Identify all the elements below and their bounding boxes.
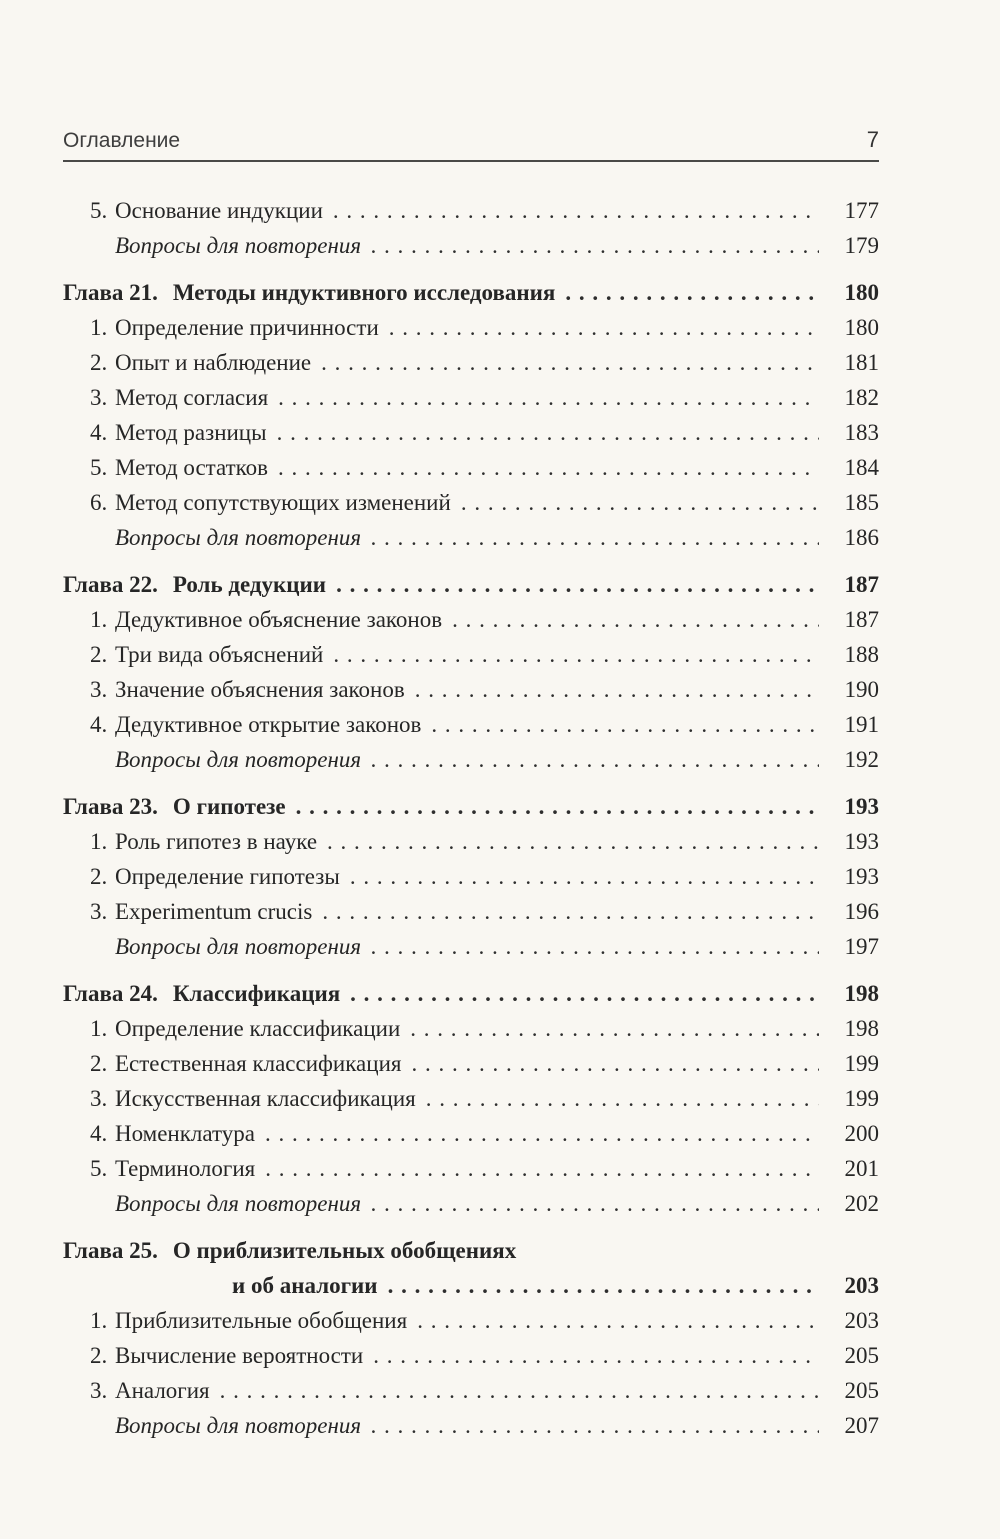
toc-chapter-heading [63,976,879,1011]
toc-chapter-heading [63,789,879,824]
dot-leader [296,789,819,824]
toc-entry [63,1116,879,1151]
dot-leader [371,742,819,777]
entry-number: 1. [90,315,108,340]
dot-leader [321,345,819,380]
entry-page-number: 184 [844,455,879,480]
dot-leader [278,450,819,485]
toc-chapter-heading [63,1233,879,1268]
dot-leader [461,485,819,520]
entry-number: 3. [90,677,108,702]
toc-entry [63,1303,879,1338]
entry-title: Вопросы для повторения [115,747,362,772]
entry-title: Основание индукции [115,198,323,223]
dot-leader [277,415,819,450]
toc-review-entry [63,742,879,777]
entry-page-number: 192 [844,747,879,772]
entry-number: 4. [90,420,108,445]
entry-number: 1. [90,829,108,854]
toc-entry [63,1081,879,1116]
chapter-label: Глава 24. [63,981,158,1006]
toc-entry [63,345,879,380]
entry-page-number: 202 [844,1191,879,1216]
entry-page-number: 182 [844,385,879,410]
chapter-title: Классификация [172,981,341,1006]
dot-leader [410,1011,819,1046]
entry-page-number: 191 [844,712,879,737]
dot-leader [333,637,819,672]
entry-title: Вопросы для повторения [115,233,362,258]
chapter-title: Методы индуктивного исследования [172,280,556,305]
toc-entry [63,824,879,859]
entry-number: 5. [90,198,108,223]
toc-entry [63,1151,879,1186]
entry-number: 4. [90,712,108,737]
entry-title: Вопросы для повторения [115,1413,362,1438]
chapter-label: Глава 21. [63,280,158,305]
entry-number: 3. [90,1086,108,1111]
entry-page-number: 193 [844,864,879,889]
dot-leader [373,1338,819,1373]
entry-page-number: 181 [844,350,879,375]
chapter-page-number: 203 [844,1273,879,1298]
chapter-page-number: 193 [844,794,879,819]
entry-page-number: 196 [844,899,879,924]
toc-entry [63,1011,879,1046]
toc-entry [63,707,879,742]
entry-page-number: 188 [844,642,879,667]
entry-number: 4. [90,1121,108,1146]
entry-page-number: 186 [844,525,879,550]
toc-review-entry [63,520,879,555]
page-folio: 7 [866,127,879,152]
entry-number: 1. [90,1308,108,1333]
entry-title: Метод остатков [115,455,269,480]
entry-title: Опыт и наблюдение [115,350,312,375]
dot-leader [322,894,819,929]
toc-entry [63,1373,879,1408]
entry-page-number: 187 [844,607,879,632]
entry-number: 5. [90,1156,108,1181]
toc-chapter-heading-continued [63,1268,879,1303]
dot-leader [350,976,819,1011]
entry-title: Experimentum crucis [115,899,313,924]
entry-page-number: 199 [844,1086,879,1111]
entry-title: Три вида объяснений [115,642,324,667]
entry-page-number: 183 [844,420,879,445]
header-rule [63,160,879,162]
dot-leader [388,1268,819,1303]
toc-entry [63,859,879,894]
dot-leader [333,193,819,228]
entry-title: Определение гипотезы [115,864,340,889]
entry-title: Роль гипотез в науке [115,829,318,854]
entry-title: Определение классификации [115,1016,401,1041]
entry-title: Значение объяснения законов [115,677,405,702]
entry-number: 2. [90,1051,108,1076]
entry-page-number: 199 [844,1051,879,1076]
entry-title: Вычисление вероятности [115,1343,364,1368]
toc-entry [63,380,879,415]
dot-leader [371,929,819,964]
entry-page-number: 203 [844,1308,879,1333]
toc-review-entry [63,929,879,964]
entry-title: Терминология [115,1156,256,1181]
entry-number: 2. [90,864,108,889]
chapter-page-number: 198 [844,981,879,1006]
entry-title: Метод согласия [115,385,269,410]
toc-entry [63,310,879,345]
toc-entry [63,1338,879,1373]
entry-title: Дедуктивное открытие законов [115,712,422,737]
entry-title: Приблизительные обобщения [115,1308,408,1333]
toc-review-entry [63,1186,879,1221]
entry-page-number: 201 [844,1156,879,1181]
toc-entry [63,672,879,707]
toc-entry [63,1046,879,1081]
chapter-title: О гипотезе [172,794,286,819]
entry-title: Номенклатура [115,1121,255,1146]
toc-entry [63,485,879,520]
dot-leader [327,824,819,859]
toc-entry [63,602,879,637]
dot-leader [220,1373,819,1408]
chapter-label: Глава 25. [63,1238,158,1263]
dot-leader [431,707,819,742]
dot-leader [426,1081,819,1116]
entry-page-number: 190 [844,677,879,702]
dot-leader [371,520,819,555]
entry-number: 1. [90,1016,108,1041]
dot-leader [350,859,819,894]
toc-entry [63,193,879,228]
entry-number: 3. [90,385,108,410]
toc-chapter-heading [63,567,879,602]
toc-chapter-heading [63,275,879,310]
entry-number: 3. [90,899,108,924]
dot-leader [265,1116,819,1151]
entry-title: Дедуктивное объяснение законов [115,607,443,632]
entry-number: 1. [90,607,108,632]
entry-page-number: 198 [844,1016,879,1041]
toc-entry [63,894,879,929]
entry-page-number: 180 [844,315,879,340]
entry-page-number: 200 [844,1121,879,1146]
chapter-label: Глава 23. [63,794,158,819]
dot-leader [452,602,819,637]
entry-page-number: 205 [844,1343,879,1368]
entry-title: Вопросы для повторения [115,1191,362,1216]
entry-title: Вопросы для повторения [115,525,362,550]
chapter-title: Роль дедукции [172,572,327,597]
running-head-title: Оглавление [63,129,181,152]
dot-leader [371,228,819,263]
entry-page-number: 185 [844,490,879,515]
entry-number: 2. [90,350,108,375]
chapter-label: Глава 22. [63,572,158,597]
entry-page-number: 179 [844,233,879,258]
dot-leader [389,310,819,345]
dot-leader [265,1151,819,1186]
dot-leader [278,380,819,415]
entry-number: 6. [90,490,108,515]
dot-leader [417,1303,819,1338]
entry-title: Метод сопутствующих изменений [115,490,451,515]
entry-page-number: 193 [844,829,879,854]
dot-leader [336,567,819,602]
dot-leader [371,1408,819,1443]
entry-number: 2. [90,1343,108,1368]
toc-review-entry [63,228,879,263]
entry-page-number: 177 [844,198,879,223]
entry-title: Аналогия [115,1378,210,1403]
entry-page-number: 197 [844,934,879,959]
chapter-title-line1: О приблизительных обобщениях [172,1238,517,1263]
entry-number: 3. [90,1378,108,1403]
running-head [63,0,879,153]
entry-title: Метод разницы [115,420,267,445]
entry-title: Искусственная классификация [115,1086,416,1111]
toc-entry [63,415,879,450]
chapter-title-line2: и об аналогии [232,1273,378,1298]
dot-leader [565,275,819,310]
page-content [63,0,879,1443]
toc-entry [63,637,879,672]
dot-leader [415,672,819,707]
dot-leader [371,1186,819,1221]
chapter-page-number: 187 [844,572,879,597]
entry-page-number: 205 [844,1378,879,1403]
entry-title: Определение причинности [115,315,379,340]
entry-title: Вопросы для повторения [115,934,362,959]
toc-entry [63,450,879,485]
entry-number: 5. [90,455,108,480]
entry-page-number: 207 [844,1413,879,1438]
dot-leader [411,1046,819,1081]
entry-title: Естественная классификация [115,1051,402,1076]
entry-number: 2. [90,642,108,667]
chapter-page-number: 180 [844,280,879,305]
toc-review-entry [63,1408,879,1443]
toc-list [63,193,879,1443]
